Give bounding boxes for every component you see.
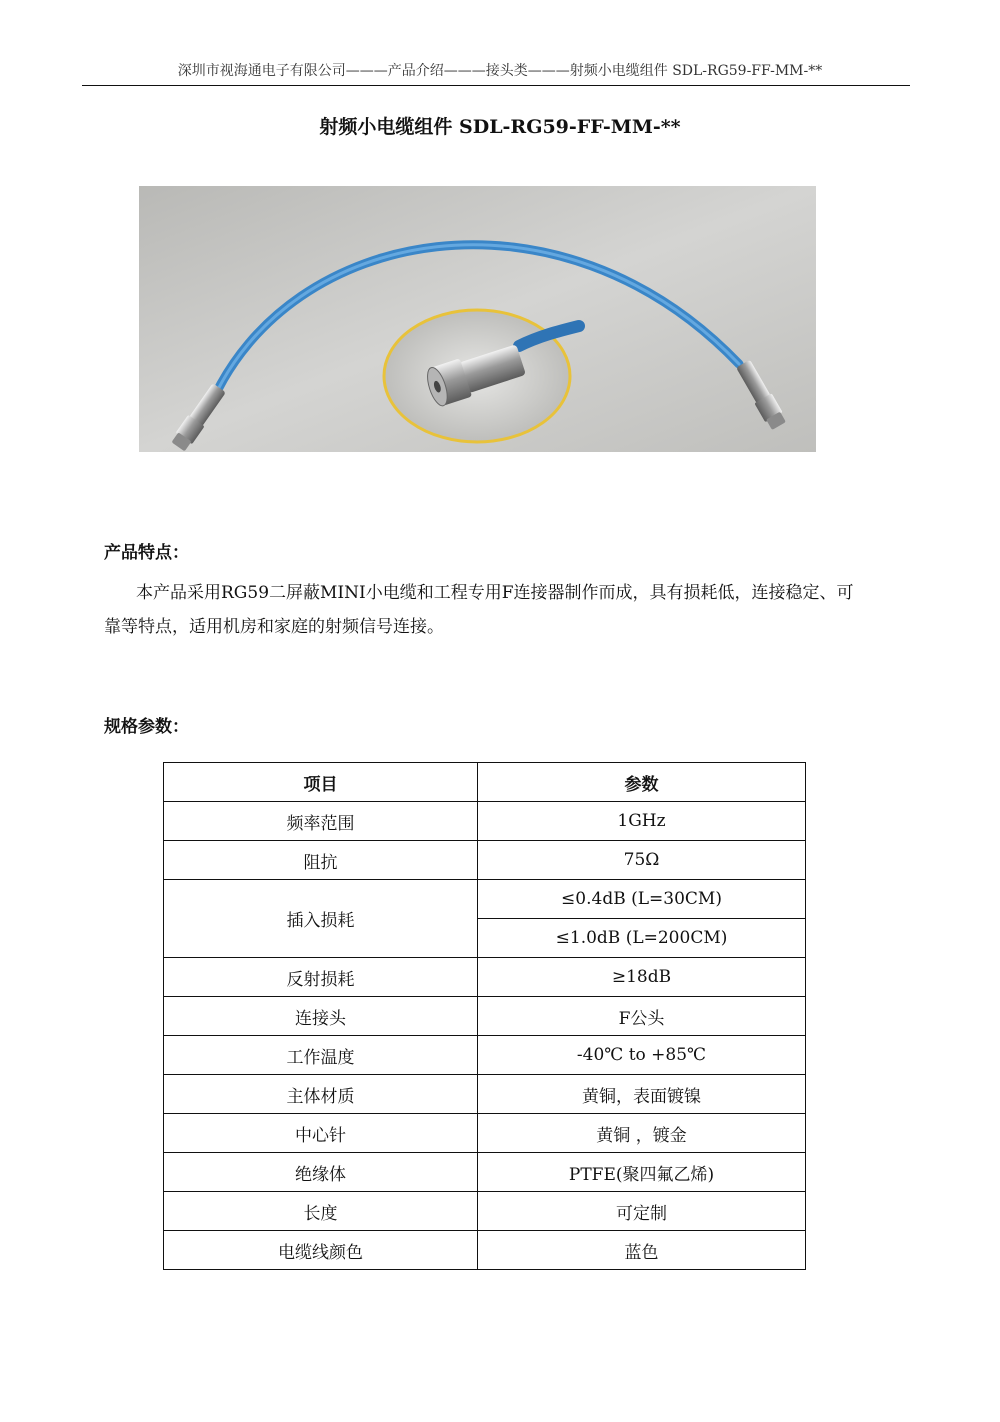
table-row bbox=[164, 997, 806, 1036]
spec-item: 阻抗 bbox=[164, 841, 478, 880]
spec-item: 长度 bbox=[164, 1192, 478, 1231]
spec-value: 黄铜 ，镀金 bbox=[478, 1114, 806, 1153]
spec-value: 1GHz bbox=[478, 802, 806, 841]
document-title: 射频小电缆组件 SDL-RG59-FF-MM-** bbox=[319, 116, 681, 138]
spec-value: ≤1.0dB (L=200CM) bbox=[478, 919, 806, 958]
page-header: 深圳市视海通电子有限公司———产品介绍———接头类———射频小电缆组件 SDL-RG59-FF-MM-** bbox=[177, 63, 823, 79]
header-divider bbox=[82, 85, 910, 86]
features-paragraph: 本产品采用RG59二屏蔽MINI小电缆和工程专用F连接器制作而成，具有损耗低，连接稳定、可靠等特点，适用机房和家庭的射频信号连接。 bbox=[104, 583, 854, 637]
table-row bbox=[164, 802, 806, 841]
spec-table bbox=[163, 762, 806, 1270]
spec-item: 频率范围 bbox=[164, 802, 478, 841]
col-item-header: 项目 bbox=[164, 763, 478, 802]
spec-value: 可定制 bbox=[478, 1192, 806, 1231]
table-row bbox=[164, 880, 806, 919]
spec-value: PTFE(聚四氟乙烯) bbox=[478, 1153, 806, 1192]
spec-value: -40℃ to +85℃ bbox=[478, 1036, 806, 1075]
table-row bbox=[164, 841, 806, 880]
spec-value: 75Ω bbox=[478, 841, 806, 880]
spec-item: 连接头 bbox=[164, 997, 478, 1036]
spec-item: 电缆线颜色 bbox=[164, 1231, 478, 1270]
spec-item: 反射损耗 bbox=[164, 958, 478, 997]
table-row bbox=[164, 1153, 806, 1192]
table-row bbox=[164, 1114, 806, 1153]
spec-item: 工作温度 bbox=[164, 1036, 478, 1075]
spec-value: 黄铜，表面镀镍 bbox=[478, 1075, 806, 1114]
table-row bbox=[164, 958, 806, 997]
spec-value: F公头 bbox=[478, 997, 806, 1036]
spec-value: ≤0.4dB (L=30CM) bbox=[478, 880, 806, 919]
spec-item: 绝缘体 bbox=[164, 1153, 478, 1192]
table-row bbox=[164, 1231, 806, 1270]
spec-item: 插入损耗 bbox=[164, 880, 478, 958]
table-row bbox=[164, 1192, 806, 1231]
col-param-header: 参数 bbox=[478, 763, 806, 802]
spec-value: 蓝色 bbox=[478, 1231, 806, 1270]
product-photo bbox=[139, 186, 816, 452]
spec-value: ≥18dB bbox=[478, 958, 806, 997]
table-header-row bbox=[164, 763, 806, 802]
table-row bbox=[164, 1036, 806, 1075]
specs-heading: 规格参数： bbox=[104, 717, 189, 737]
spec-item: 主体材质 bbox=[164, 1075, 478, 1114]
spec-item: 中心针 bbox=[164, 1114, 478, 1153]
features-heading: 产品特点： bbox=[104, 543, 189, 563]
table-row bbox=[164, 1075, 806, 1114]
